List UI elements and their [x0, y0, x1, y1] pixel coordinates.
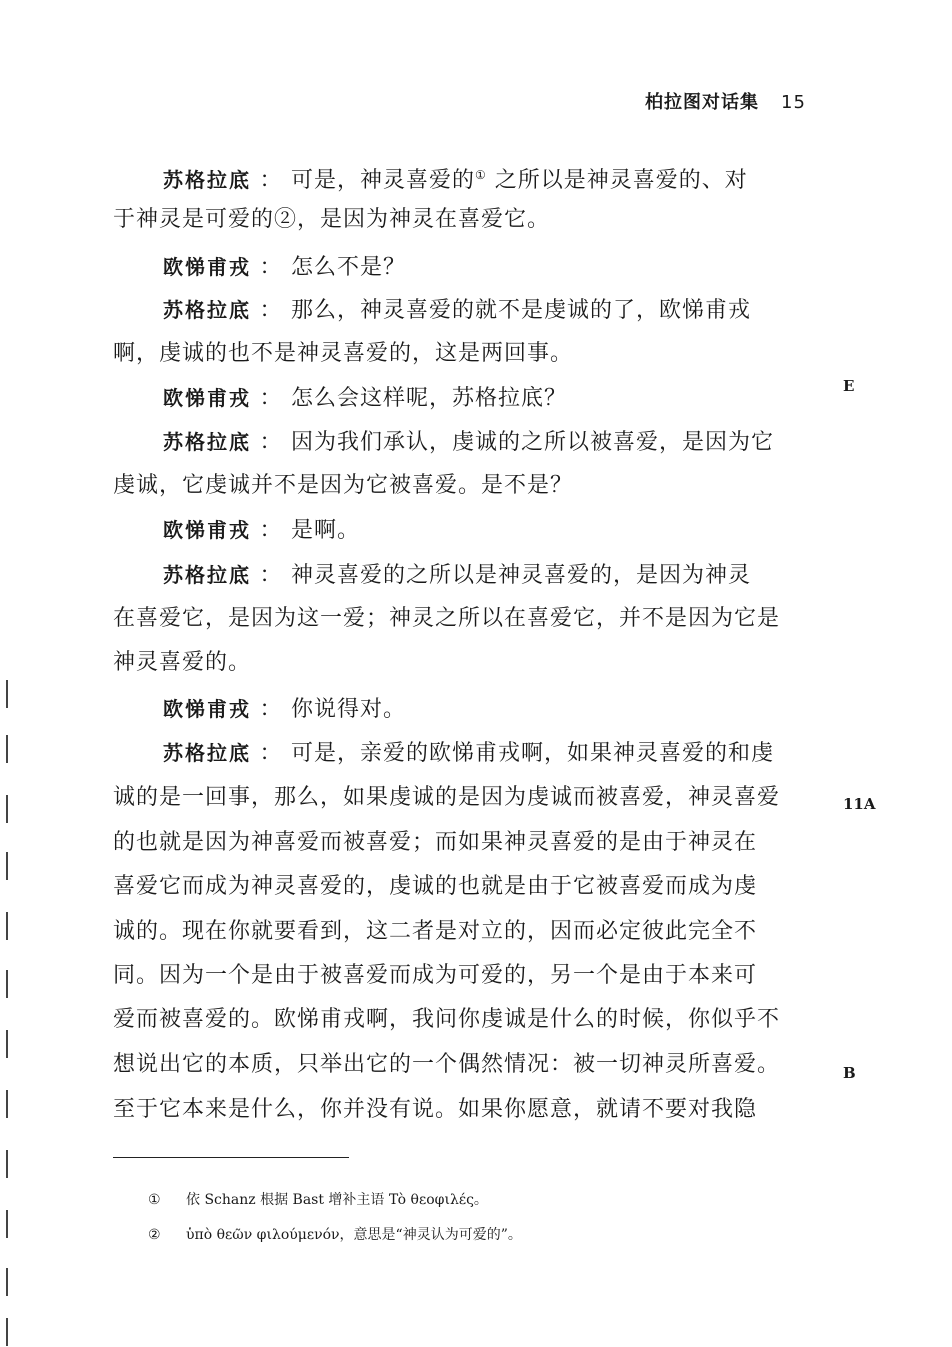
- footnote-text: 依 Schanz 根据 Bast 增补主语 Tò θεοφιλές。: [186, 1192, 488, 1208]
- dialogue-line: [163, 295, 833, 326]
- running-header: [645, 88, 806, 114]
- line-text: 可是，亲爱的欧悌甫戎啊，如果神灵喜爱的和虔: [291, 741, 775, 766]
- margin-marker-11a: 11A: [843, 795, 876, 813]
- line-text: 是啊。: [291, 518, 361, 543]
- dialogue-line: [163, 738, 833, 769]
- line-text: 怎么不是？: [291, 255, 407, 280]
- speaker-colon: ：: [259, 563, 283, 588]
- line-text: 于神灵是可爱的②，是因为神灵在喜爱它。: [113, 207, 551, 232]
- speaker-name: 苏格拉底: [163, 741, 251, 765]
- speaker-name: 欧悌甫戎: [163, 697, 251, 721]
- scan-tick: [6, 735, 8, 763]
- speaker-colon: ：: [259, 741, 283, 766]
- scan-tick: [6, 1210, 8, 1238]
- text-line: [113, 961, 833, 991]
- dialogue-line: [163, 694, 833, 725]
- speaker-name: 欧悌甫戎: [163, 255, 251, 279]
- speaker-colon: ：: [259, 518, 283, 543]
- footnote-number: ①: [148, 1192, 161, 1208]
- line-text: 诚的。现在你就要看到，这二者是对立的，因而必定彼此完全不: [113, 919, 758, 944]
- text-line: [113, 648, 833, 678]
- line-text: 你说得对。: [291, 697, 407, 722]
- dialogue-line: [163, 160, 833, 196]
- scan-tick: [6, 852, 8, 880]
- speaker-colon: ：: [259, 430, 283, 455]
- line-text: 可是，神灵喜爱的: [291, 168, 476, 193]
- line-text: 那么，神灵喜爱的就不是虔诚的了，欧悌甫戎: [291, 298, 752, 323]
- text-line: [113, 1095, 833, 1125]
- speaker-colon: ：: [259, 298, 283, 323]
- dialogue-line: [163, 383, 833, 414]
- speaker-colon: ：: [259, 255, 283, 280]
- footnote-number: ②: [148, 1227, 161, 1243]
- text-line: [113, 1005, 833, 1035]
- dialogue-line: [163, 560, 833, 591]
- dialogue-line: [163, 427, 833, 458]
- scan-tick: [6, 1268, 8, 1296]
- scan-tick: [6, 680, 8, 708]
- line-text: 爱而被喜爱的。欧悌甫戎啊，我问你虔诚是什么的时候，你似乎不: [113, 1007, 781, 1032]
- line-text: 喜爱它而成为神灵喜爱的，虔诚的也就是由于它被喜爱而成为虔: [113, 874, 758, 899]
- book-title: 柏拉图对话集: [645, 92, 759, 113]
- margin-marker-e: E: [843, 377, 855, 395]
- speaker-name: 苏格拉底: [163, 430, 251, 454]
- dialogue-line: [163, 252, 833, 283]
- page-number: 15: [781, 92, 806, 113]
- scan-tick: [6, 1090, 8, 1118]
- line-text: 在喜爱它，是因为这一爱；神灵之所以在喜爱它，并不是因为它是: [113, 606, 781, 631]
- speaker-name: 苏格拉底: [163, 168, 251, 192]
- scan-tick: [6, 1150, 8, 1178]
- footnote-ref: ①: [475, 168, 487, 182]
- line-text: 虔诚，它虔诚并不是因为它被喜爱。是不是？: [113, 473, 574, 498]
- text-line: [113, 872, 833, 902]
- footnote-rule: [113, 1157, 349, 1158]
- margin-marker-b: B: [843, 1064, 856, 1082]
- line-text: 因为我们承认，虔诚的之所以被喜爱，是因为它: [291, 430, 775, 455]
- text-line: [113, 828, 833, 858]
- footnote-text: ὑπὸ θεῶν φιλούμενόν，意思是“神灵认为可爱的”。: [186, 1227, 522, 1243]
- speaker-name: 苏格拉底: [163, 563, 251, 587]
- line-text: 至于它本来是什么，你并没有说。如果你愿意，就请不要对我隐: [113, 1097, 758, 1122]
- line-text: 想说出它的本质，只举出它的一个偶然情况：被一切神灵所喜爱。: [113, 1052, 781, 1077]
- text-line: [113, 339, 833, 369]
- footnote: [148, 1189, 488, 1209]
- text-line: [113, 917, 833, 947]
- footnote: [148, 1224, 522, 1244]
- scan-tick: [6, 912, 8, 940]
- speaker-name: 欧悌甫戎: [163, 386, 251, 410]
- speaker-name: 苏格拉底: [163, 298, 251, 322]
- scan-tick: [6, 970, 8, 998]
- line-text: 怎么会这样呢，苏格拉底？: [291, 386, 568, 411]
- line-text: 神灵喜爱的之所以是神灵喜爱的，是因为神灵: [291, 563, 752, 588]
- scan-tick: [6, 1030, 8, 1058]
- line-text: 神灵喜爱的。: [113, 650, 252, 675]
- speaker-colon: ：: [259, 697, 283, 722]
- text-line: [113, 604, 833, 634]
- scan-tick: [6, 1318, 8, 1346]
- text-line: [113, 1050, 833, 1080]
- line-text: 之所以是神灵喜爱的、对: [486, 168, 748, 193]
- speaker-colon: ：: [259, 168, 283, 193]
- dialogue-line: [163, 515, 833, 546]
- speaker-name: 欧悌甫戎: [163, 518, 251, 542]
- line-text: 诚的是一回事，那么，如果虔诚的是因为虔诚而被喜爱，神灵喜爱: [113, 785, 781, 810]
- text-line: [113, 471, 833, 501]
- speaker-colon: ：: [259, 386, 283, 411]
- text-line: [113, 205, 833, 235]
- line-text: 的也就是因为神喜爱而被喜爱；而如果神灵喜爱的是由于神灵在: [113, 830, 758, 855]
- line-text: 啊，虔诚的也不是神灵喜爱的，这是两回事。: [113, 341, 574, 366]
- scan-tick: [6, 795, 8, 823]
- text-line: [113, 783, 833, 813]
- line-text: 同。因为一个是由于被喜爱而成为可爱的，另一个是由于本来可: [113, 963, 758, 988]
